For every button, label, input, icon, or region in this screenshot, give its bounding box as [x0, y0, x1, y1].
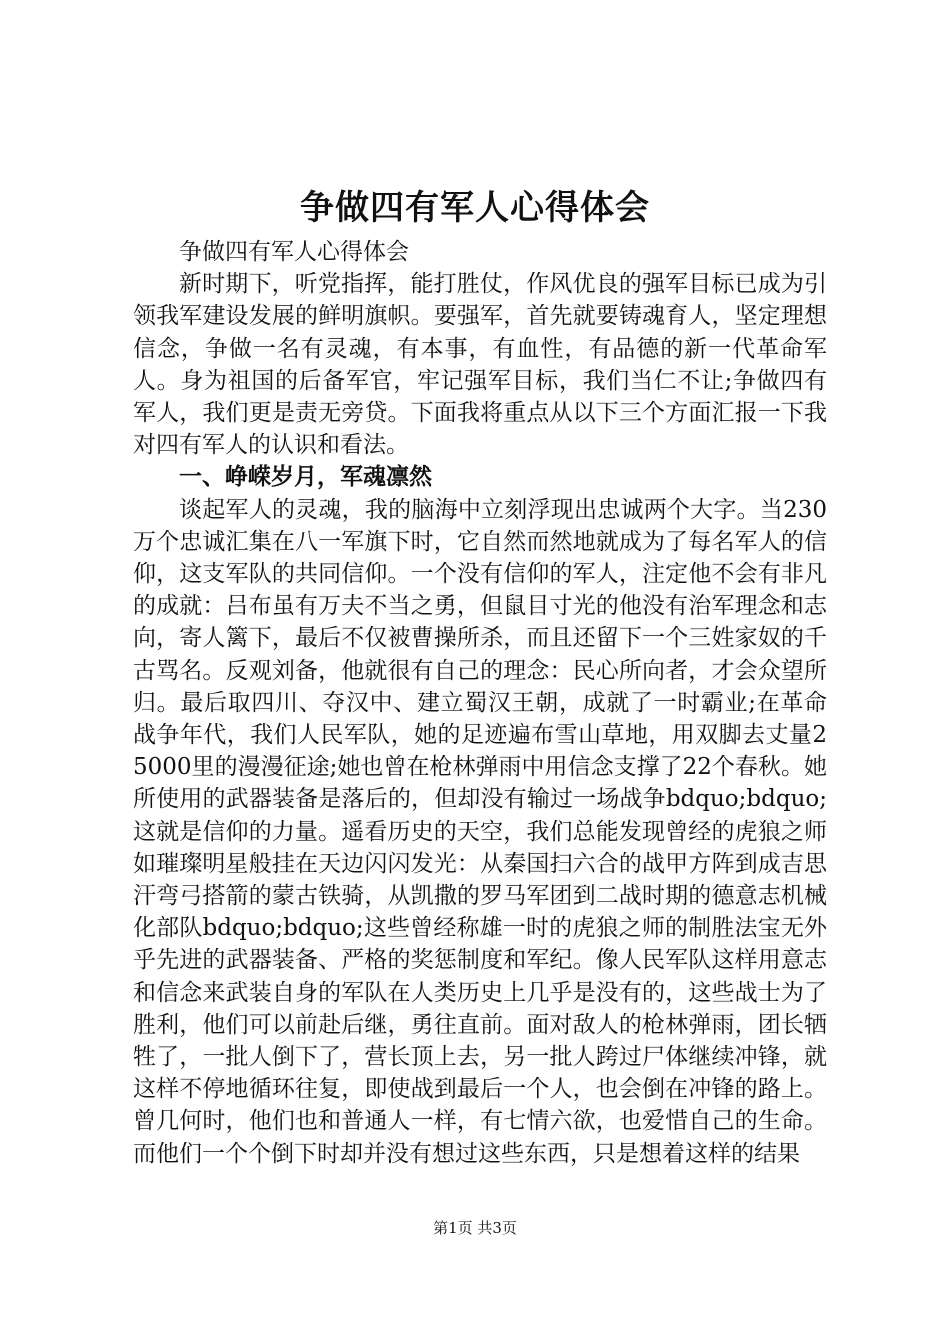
section-heading-1: 一、峥嵘岁月，军魂凛然	[179, 463, 432, 491]
document-title: 争做四有军人心得体会	[300, 188, 650, 228]
paragraph-intro: 新时期下，听党指挥，能打胜仗，作风优良的强军目标已成为引领我军建设发展的鲜明旗帜。要强军，首先就要铸魂育人，坚定理想信念，争做一名有灵魂，有本事，有血性，有品德的新一代革命军人。身为祖国的后备军官，牢记强军目标，我们当仁不让;争做四有军人，我们更是责无旁贷。下面我将重点从以下三个方面汇报一下我对四有军人的认识和看法。	[133, 271, 827, 459]
page-footer: 第1页 共3页	[433, 1219, 517, 1237]
document-subtitle: 争做四有军人心得体会	[179, 239, 409, 265]
document-body	[133, 236, 827, 1170]
paragraph-section-1: 谈起军人的灵魂，我的脑海中立刻浮现出忠诚两个大字。当230万个忠诚汇集在八一军旗下时，它自然而然地就成为了每名军人的信仰，这支军队的共同信仰。一个没有信仰的军人，注定他不会有非凡的成就：吕布虽有万夫不当之勇，但鼠目寸光的他没有治军理念和志向，寄人篱下，最后不仅被曹操所杀，而且还留下一个三姓家奴的千古骂名。反观刘备，他就很有自己的理念：民心所向者，才会众望所归。最后取四川、夺汉中、建立蜀汉王朝，成就了一时霸业;在革命战争年代，我们人民军队，她的足迹遍布雪山草地，用双脚去丈量25000里的漫漫征途;她也曾在枪林弹雨中用信念支撑了22个春秋。她所使用的武器装备是落后的，但却没有输过一场战争bdquo;bdquo;这就是信仰的力量。遥看历史的天空，我们总能发现曾经的虎狼之师如璀璨明星般挂在天边闪闪发光：从秦国扫六合的战甲方阵到成吉思汗弯弓搭箭的蒙古铁骑，从凯撒的罗马军团到二战时期的德意志机械化部队bdquo;bdquo;这些曾经称雄一时的虎狼之师的制胜法宝无外乎先进的武器装备、严格的奖惩制度和军纪。像人民军队这样用意志和信念来武装自身的军队在人类历史上几乎是没有的，这些战士为了胜利，他们可以前赴后继，勇往直前。面对敌人的枪林弹雨，团长牺牲了，一批人倒下了，营长顶上去，另一批人跨过尸体继续冲锋，就这样不停地循环往复，即使战到最后一个人，也会倒在冲锋的路上。曾几何时，他们也和普通人一样，有七情六欲，也爱惜自己的生命。而他们一个个倒下时却并没有想过这些东西，只是想着这样的结果	[133, 496, 827, 1167]
